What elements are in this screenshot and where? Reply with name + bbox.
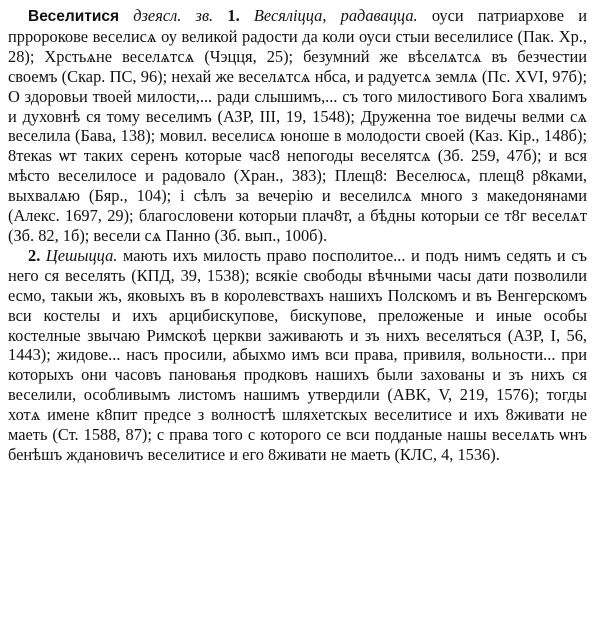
sense-2-citations: мають ихъ милость право посполитое... и подъ нимъ седять и съ него ся веселять (КПД, 39, 1538); всякіе свободы вѣчными часы дати позволили есмо, такыи жъ, яковыхъ въ в королевствахъ нашихъ Полскомъ и въ Венгерскомъ вси костелы и ихъ арцибискупове, бискупове, преложеные и иные особы костелные звычаю Римскоѣ церкви заживають и зъ нихъ веселяться (АЗР, I, 56, 1443); жидове... насъ просили, абыхмо имъ вси права, привиля, вольности... при которыхъ они часовъ пановањя продковъ нашихъ были захованы и зъ нихъ ся веселили, особливымъ листомъ нашимъ утвердили (АВК, V, 219, 1576); тогды хотѧ имене к8пит предсе з волностѣ шляхетскых веселитисе и ихъ 8живати не маеть (Ст. 1588, 87); с права того с которого се вси подданые нашы веселѧть ѡнъ бенѣшъ ждановичъ веселитисе и его 8живати не маеть (КЛС, 4, 1536). xyxy=(8,245,587,464)
sense-1-gloss: Весяліцца, радавацца. xyxy=(253,6,418,25)
sense-2-paragraph xyxy=(8,246,587,465)
sense-1-citations: оуси патриархове и прророкове веселисѧ оу великой радости да коли оуси стыи веселилисе (Пак. Хр., 28); Хрстьѧне веселѧтсѧ (Чэцця, 25); безумний же вѣселѧтсѧ въ безчестии своемъ (Скар. ПС, 96); нехай же веселѧтсѧ нбса, и радуетсѧ землѧ (Пс. XVI, 97б); О здоровьи твоей милости,... ради слышимъ,... съ того милостивого Бога хвалимъ и духовнѣ ся тому веселимъ (АЗР, III, 19, 1548); Друженна тое видечы велми сѧ веселила (Бава, 138); мовил. веселисѧ юноше в молодости своей (Каз. Кір., 148б); 8текаѕ ѡт таких серенъ которые час8 непогоды веселятсѧ (Зб. 259, 47б); и вся мѣсто веселилосе и радовало (Хран., 383); Плещ8: Веселюсѧ, плещ8 р8ками, выхвалѧю (Бяр., 104); і сѣлъ за вечерію и веселилсѧ много з македонянами (Алекс. 1697, 29); благословени которыи плач8т, а бѣдны которыи се т8г веселѧт (Зб. 82, 1б); весели сѧ Панно (Зб. вып., 100б). xyxy=(8,6,587,245)
headword: Веселитися xyxy=(28,8,120,25)
sense-2-number: 2. xyxy=(28,245,41,265)
sense-1-number: 1. xyxy=(227,6,240,25)
sense-2-gloss: Цешыцца. xyxy=(45,245,118,265)
sense-1-paragraph xyxy=(8,6,587,246)
grammar-label: дзеясл. зв. xyxy=(133,6,214,25)
